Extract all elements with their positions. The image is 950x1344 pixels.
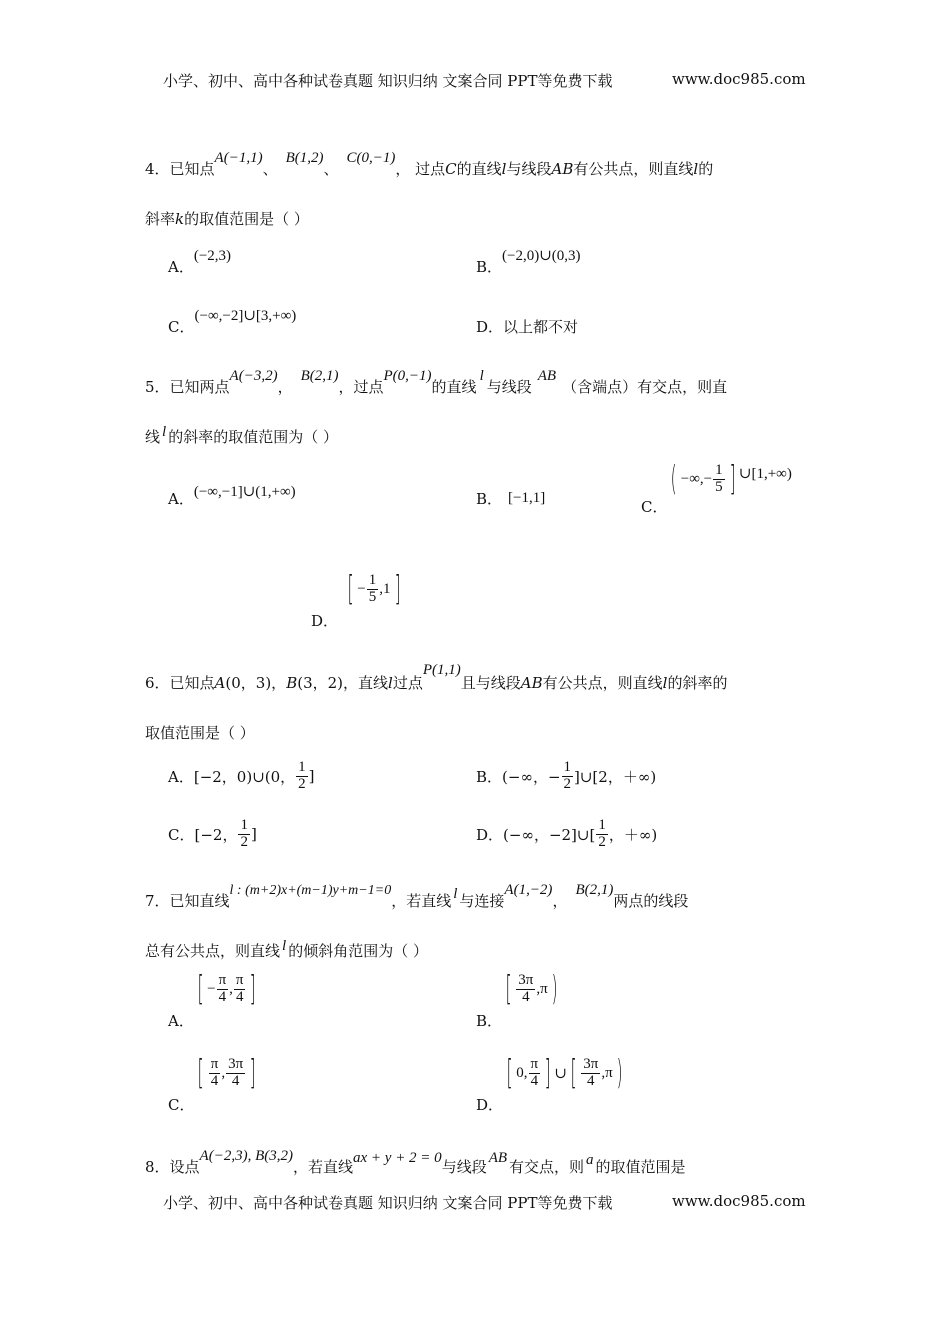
q4-line2: 斜率k的取值范围是（ ） [145,210,309,228]
q7-option-b[interactable]: B． [ $\frac{3\pi}{4}$ ,π ) [476,969,558,1030]
q6-option-a[interactable]: A． [−2，0)∪(0， $\frac{1}{2}$ ] [168,759,315,792]
q4-option-b[interactable]: B．(−2,0)∪(0,3) [476,248,581,276]
q8-points: A(−2,3), B(3,2) [199,1148,293,1164]
q5-option-d[interactable]: D． [ − $\frac{1}{5}$ ,1 ] [311,569,401,630]
q7-option-a[interactable]: A． [ − $\frac{\pi}{4}$ , $\frac{\pi}{4}$ ] [168,969,257,1030]
q5-point-a: A(−3,2) [229,368,278,384]
q6-line2: 取值范围是（ ） [145,724,255,742]
q6-option-d[interactable]: D． (−∞，−2]∪[ $\frac{1}{2}$ ，＋∞) [476,817,658,850]
q5-option-a[interactable]: A．(−∞,−1]∪(1,+∞) [168,484,296,508]
q7-line-equation: l : (m+2)x+(m−1)y+m−1=0 [229,883,392,898]
q6-line1: 6．已知点A(0，3)，B(3，2)，直线l过点P(1,1)且与线段AB有公共点，则直线l的斜率的 [145,662,728,692]
page-header [163,70,613,91]
q5-option-c[interactable]: C． ( −∞,− $\frac{1}{5}$ ] ∪[1,+∞) [641,459,792,516]
page-footer [163,1192,613,1213]
q5-line2: 线 l 的斜率的取值范围为（ ） [145,424,338,446]
q7-line2: 总有公共点，则直线 l 的倾斜角范围为（ ） [145,938,428,960]
q8-line1: 8．设点A(−2,3), B(3,2)，若直线ax + y + 2 = 0与线段 AB 有交点，则 a 的取值范围是 [145,1148,686,1176]
q5-line1: 5．已知两点A(−3,2)，B(2,1)，过点P(0,−1)的直线l与线段AB（含端点）有交点，则直 [145,368,728,396]
q4-option-c[interactable]: C．(−∞,−2]∪[3,+∞) [168,308,297,336]
q6-option-b[interactable]: B． (−∞，− $\frac{1}{2}$ ]∪[2，＋∞) [476,759,657,792]
q5-point-b: B(2,1) [300,368,339,384]
q4-point-a: A(−1,1) [214,150,263,166]
header-url: www.doc985.com [672,70,806,88]
q6-point-p: P(1,1) [422,662,461,678]
q4-line1: 4．已知点A(−1,1)、B(1,2)、C(0,−1)， 过点C的直线l与线段AB有公共点，则直线l的 [145,150,714,178]
q7-option-d[interactable]: D． [ 0, $\frac{\pi}{4}$ ] ∪ [ $\frac{3\pi}{4}$ ,π ) [476,1053,623,1114]
q7-line1: 7．已知直线l : (m+2)x+(m−1)y+m−1=0，若直线 l 与连接A(1,−2)，B(2,1)两点的线段 [145,882,689,910]
q7-option-c[interactable]: C． [ $\frac{\pi}{4}$ , $\frac{3\pi}{4}$ ] [168,1053,256,1114]
q5-point-p: P(0,−1) [383,368,432,384]
q6-option-c[interactable]: C． [−2， $\frac{1}{2}$ ] [168,817,257,850]
q8-line-equation: ax + y + 2 = 0 [353,1150,442,1166]
q4-point-c: C(0,−1) [346,150,396,166]
q4-option-d[interactable]: D．以上都不对 [476,318,579,336]
q7-point-b: B(2,1) [575,882,614,898]
q4-point-b: B(1,2) [285,150,324,166]
header-left-text: 小学、初中、高中各种试卷真题 知识归纳 文案合同 PPT等免费下载 [163,72,613,90]
footer-url: www.doc985.com [672,1192,806,1210]
q7-point-a: A(1,−2) [504,882,553,898]
footer-left-text: 小学、初中、高中各种试卷真题 知识归纳 文案合同 PPT等免费下载 [163,1194,613,1212]
q5-option-b[interactable]: B． [−1,1] [476,490,546,508]
q4-option-a[interactable]: A．(−2,3) [168,248,232,276]
